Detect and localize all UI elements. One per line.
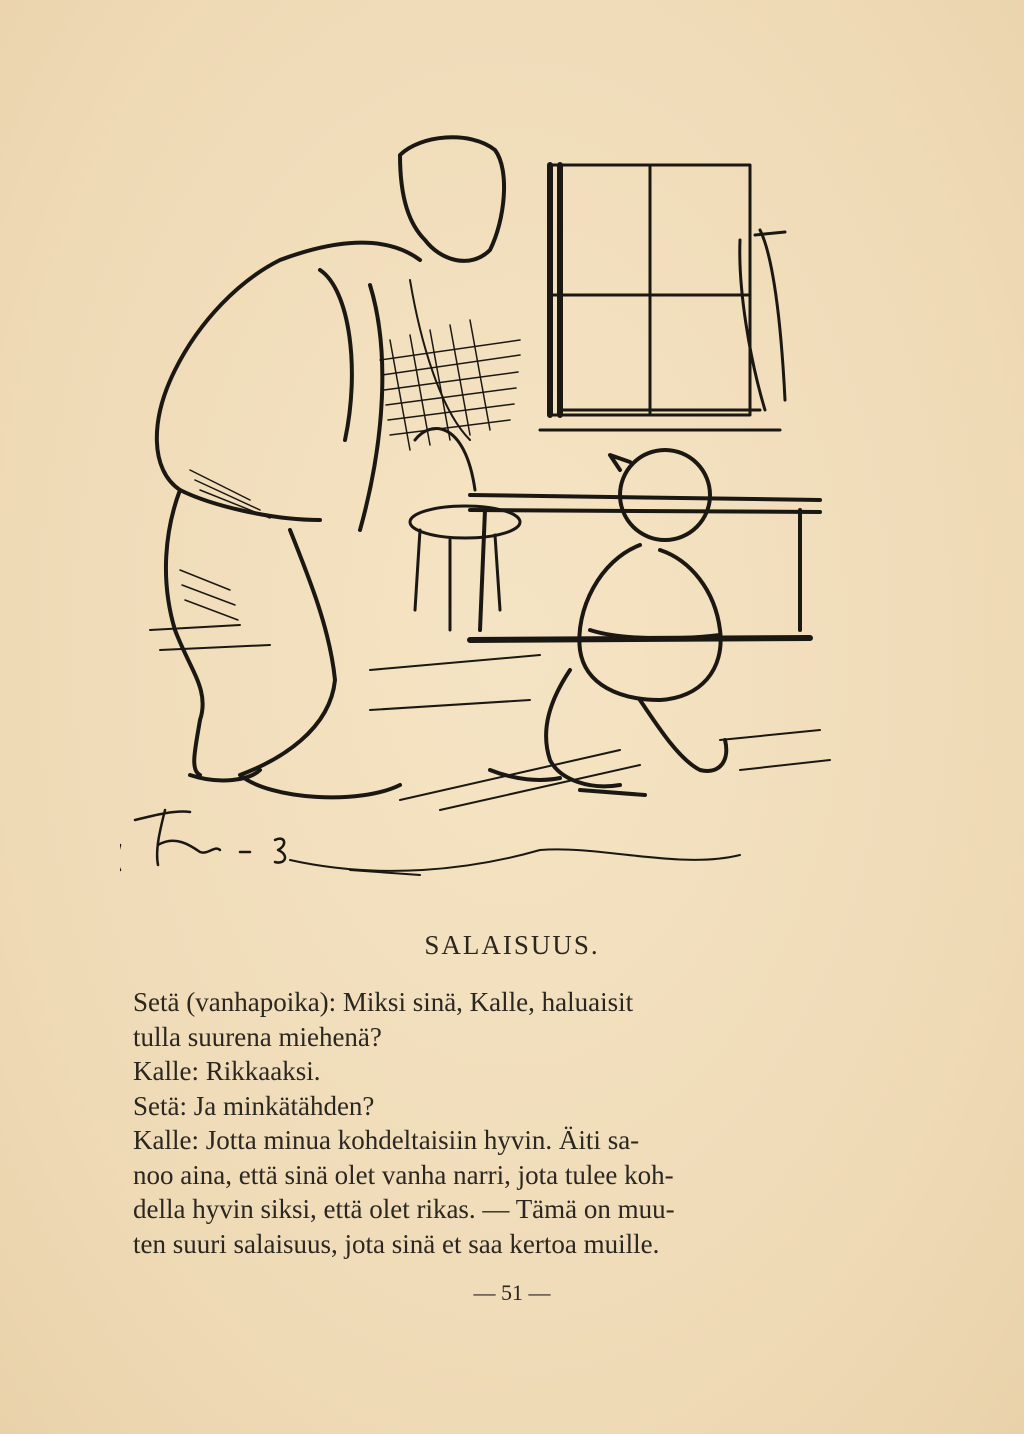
boy-figure <box>490 450 726 795</box>
story-title: SALAISUUS. <box>424 930 600 960</box>
text-line: noo aina, että sinä olet vanha narri, jota tulee koh- <box>133 1159 674 1190</box>
story-text <box>133 985 823 1261</box>
text-line: della hyvin siksi, että olet rikas. — Tämä on muu- <box>133 1194 675 1224</box>
stool-drawing <box>410 428 520 630</box>
curtain-drawing <box>740 230 785 410</box>
text-line: ten suuri salaisuus, jota sinä et saa kertoa muille. <box>133 1228 660 1259</box>
ink-illustration <box>120 110 840 910</box>
text-line: Setä: Ja minkätähden? <box>133 1090 375 1121</box>
window-drawing <box>540 165 780 430</box>
artist-signature <box>120 810 285 870</box>
bench-drawing <box>470 495 820 640</box>
text-line: Setä (vanhapoika): Miksi sinä, Kalle, haluaisit <box>133 987 634 1017</box>
text-line: Kalle: Jotta minua kohdeltaisiin hyvin. Äiti sa- <box>133 1125 640 1155</box>
page-number: — 51 — <box>473 1280 551 1305</box>
text-line: tulla suurena miehenä? <box>133 1021 382 1052</box>
text-line: Kalle: Rikkaaksi. <box>133 1056 321 1086</box>
man-figure <box>157 137 504 797</box>
